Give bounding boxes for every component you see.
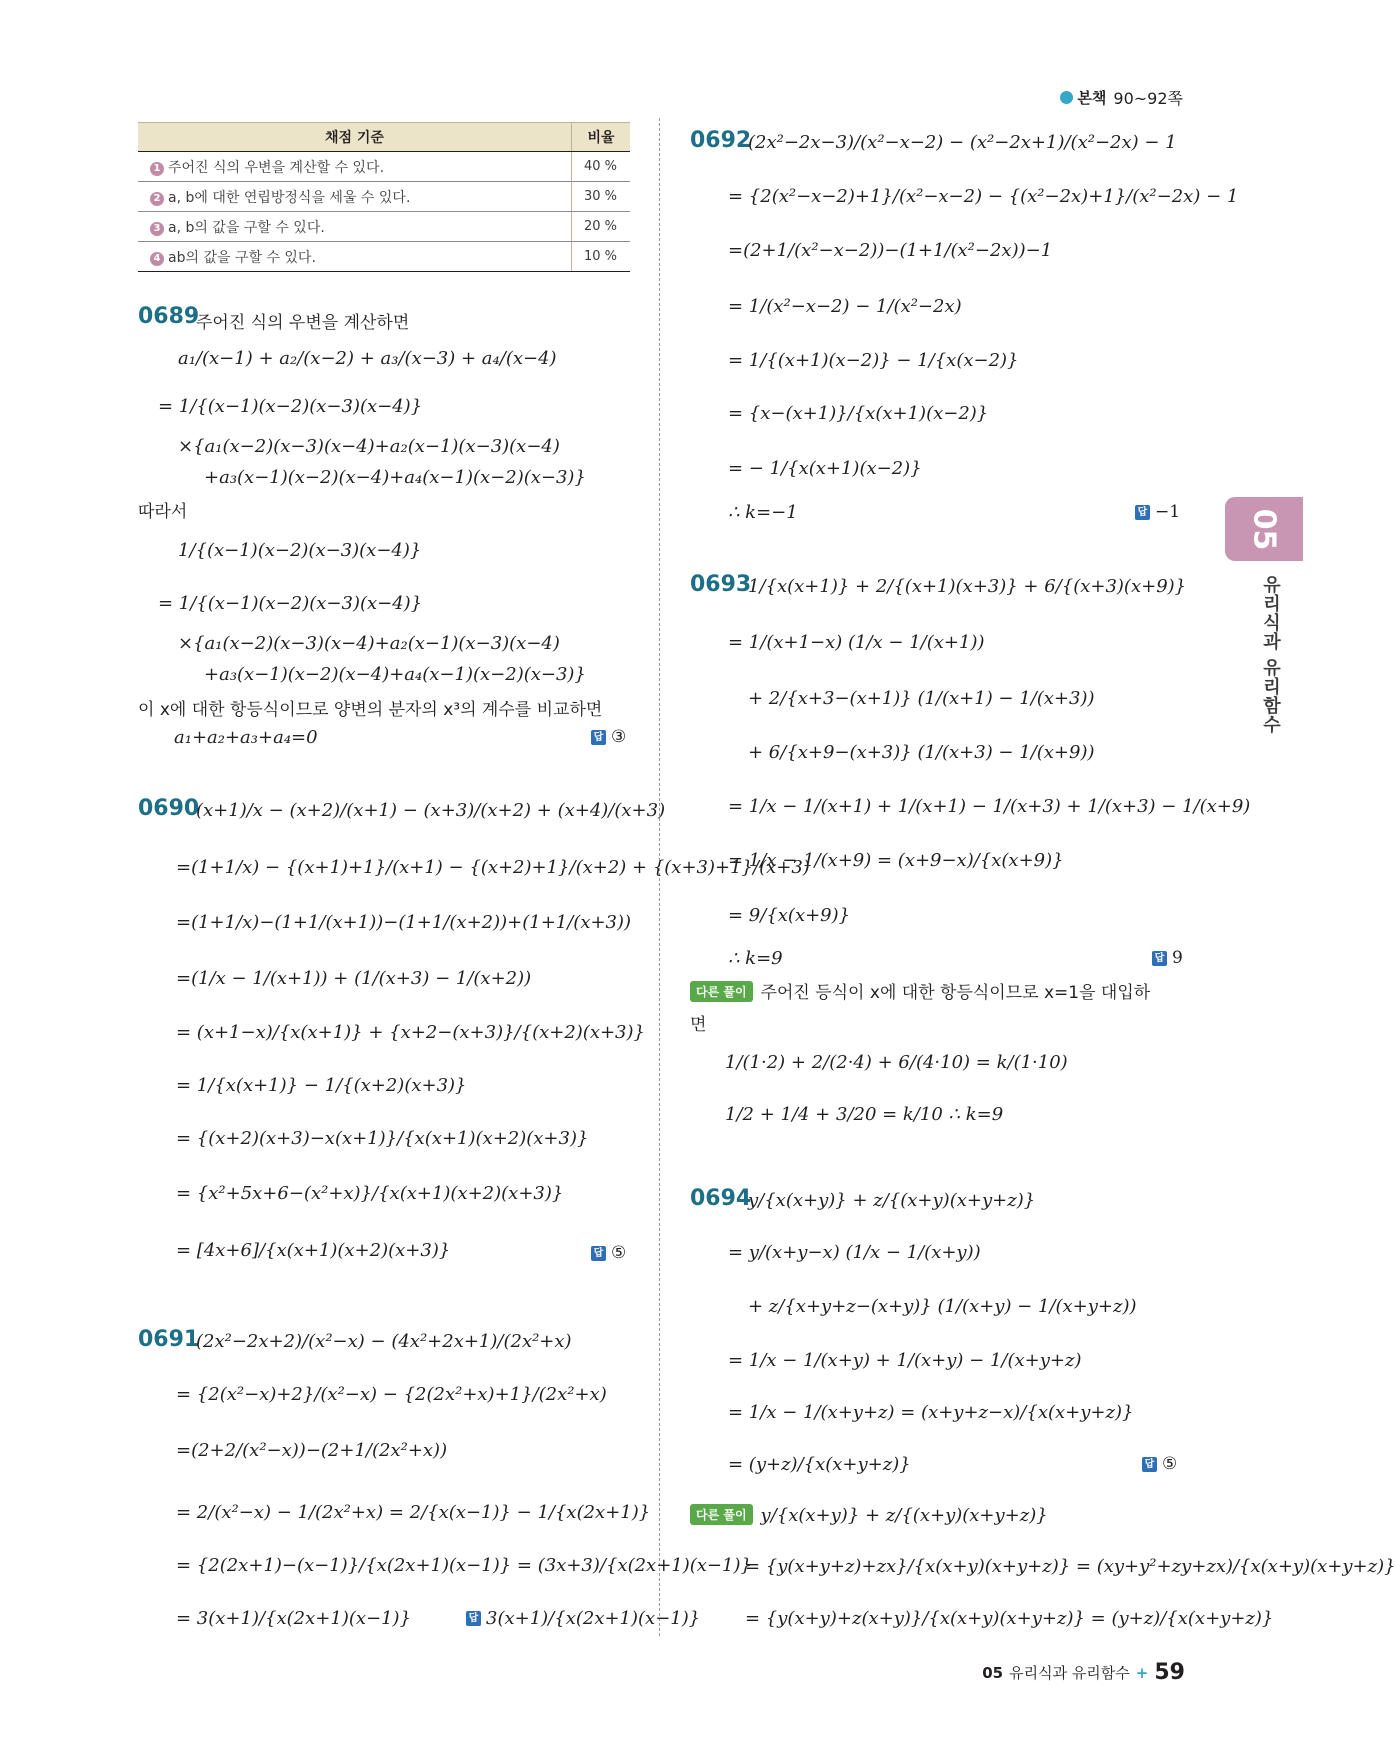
equation-line: + 6/{x+9−(x+3)} (1/(x+3) − 1/(x+9)) bbox=[748, 742, 1095, 763]
equation-line: y/{x(x+y)} + z/{(x+y)(x+y+z)} bbox=[760, 1505, 1048, 1526]
criteria-mark-icon: 4 bbox=[150, 252, 164, 266]
equation-line: = y/(x+y−x) (1/x − 1/(x+y)) bbox=[728, 1242, 981, 1263]
criteria-mark-icon: 3 bbox=[150, 222, 164, 236]
answer bbox=[1152, 948, 1183, 968]
equation-line: = 3(x+1)/{x(2x+1)(x−1)} bbox=[176, 1608, 412, 1629]
table-row bbox=[138, 242, 630, 272]
equation-line: = {y(x+y+z)+zx}/{x(x+y)(x+y+z)} = (xy+y²+zy+zx)/{x(x+y)(x+y+z)} bbox=[745, 1556, 1396, 1577]
scoring-header-rate: 비율 bbox=[572, 123, 631, 152]
equation-line: = 1/(x+1−x) (1/x − 1/(x+1)) bbox=[728, 632, 985, 653]
problem-number-0692: 0692 bbox=[690, 128, 752, 153]
equation-line: ×{a₁(x−2)(x−3)(x−4)+a₂(x−1)(x−3)(x−4) bbox=[178, 436, 560, 457]
equation-line: = 1/(x²−x−2) − 1/(x²−2x) bbox=[728, 296, 962, 317]
page-footer bbox=[982, 1660, 1185, 1685]
page-number: 59 bbox=[1154, 1660, 1185, 1685]
equation-line: = 2/(x²−x) − 1/(2x²+x) = 2/{x(x−1)} − 1/{x(2x+1)} bbox=[176, 1502, 651, 1523]
criteria-mark-icon: 2 bbox=[150, 192, 164, 206]
equation-line: = {2(x²−x)+2}/(x²−x) − {2(2x²+x)+1}/(2x²+x) bbox=[176, 1384, 607, 1405]
equation-line: =(1+1/x) − {(x+1)+1}/(x+1) − {(x+2)+1}/(x+2) + {(x+3)+1}/(x+3) bbox=[176, 857, 810, 878]
explanation-text: 이 x에 대한 항등식이므로 양변의 분자의 x³의 계수를 비교하면 bbox=[138, 700, 603, 720]
equation-line: =(2+2/(x²−x))−(2+1/(2x²+x)) bbox=[176, 1440, 448, 1461]
equation-line: +a₃(x−1)(x−2)(x−4)+a₄(x−1)(x−2)(x−3)} bbox=[204, 664, 586, 685]
alternative-solution-text: 면 bbox=[690, 1015, 707, 1035]
equation-line: ×{a₁(x−2)(x−3)(x−4)+a₂(x−1)(x−3)(x−4) bbox=[178, 633, 560, 654]
equation-line: + z/{x+y+z−(x+y)} (1/(x+y) − 1/(x+y+z)) bbox=[748, 1296, 1137, 1317]
equation-line: = 1/{(x−1)(x−2)(x−3)(x−4)} bbox=[158, 396, 423, 417]
problem-number-0691: 0691 bbox=[138, 1327, 200, 1352]
problem-number-0689: 0689 bbox=[138, 304, 200, 329]
scoring-table bbox=[138, 122, 630, 272]
criteria-rate: 20 % bbox=[572, 212, 631, 242]
chapter-tab-number: 05 bbox=[1246, 508, 1282, 551]
equation-line: = 9/{x(x+9)} bbox=[728, 905, 851, 926]
equation-line: ∴ k=−1 bbox=[728, 502, 798, 523]
equation-line: = 1/{x(x+1)} − 1/{(x+2)(x+3)} bbox=[176, 1075, 467, 1096]
equation-line: = {2(2x+1)−(x−1)}/{x(2x+1)(x−1)} = (3x+3)/{x(2x+1)(x−1)} bbox=[176, 1555, 752, 1576]
answer-value: ⑤ bbox=[611, 1243, 627, 1263]
problem-number-0690: 0690 bbox=[138, 796, 200, 821]
table-row bbox=[138, 152, 630, 182]
answer-icon: 답 bbox=[1135, 505, 1150, 520]
equation-line: y/{x(x+y)} + z/{(x+y)(x+y+z)} bbox=[748, 1190, 1036, 1211]
criteria-text: a, b의 값을 구할 수 있다. bbox=[168, 219, 325, 236]
equation-line: = {2(x²−x−2)+1}/(x²−x−2) − {(x²−2x)+1}/(x²−2x) − 1 bbox=[728, 186, 1239, 207]
footer-plus-icon: + bbox=[1135, 1663, 1149, 1682]
reference-dot-icon bbox=[1060, 91, 1073, 104]
equation-line: + 2/{x+3−(x+1)} (1/(x+1) − 1/(x+3)) bbox=[748, 688, 1095, 709]
equation-line: 1/{(x−1)(x−2)(x−3)(x−4)} bbox=[178, 540, 422, 561]
equation-line: ∴ k=9 bbox=[728, 948, 783, 969]
equation-line: = 1/{(x+1)(x−2)} − 1/{x(x−2)} bbox=[728, 350, 1019, 371]
equation-line: (2x²−2x−3)/(x²−x−2) − (x²−2x+1)/(x²−2x) − 1 bbox=[748, 132, 1177, 153]
equation-line: =(1/x − 1/(x+1)) + (1/(x+3) − 1/(x+2)) bbox=[176, 968, 532, 989]
scoring-header-row bbox=[138, 123, 630, 152]
answer bbox=[591, 727, 626, 747]
equation-line: (x+1)/x − (x+2)/(x+1) − (x+3)/(x+2) + (x+4)/(x+3) bbox=[196, 800, 666, 821]
footer-chapter-number: 05 bbox=[982, 1663, 1004, 1682]
therefore-text: 따라서 bbox=[138, 502, 188, 522]
reference-label: 본책 bbox=[1077, 89, 1107, 107]
answer-value: ③ bbox=[611, 727, 627, 747]
criteria-mark-icon: 1 bbox=[150, 162, 164, 176]
answer bbox=[1142, 1454, 1177, 1474]
answer-icon: 답 bbox=[466, 1611, 481, 1626]
solution-intro: 주어진 식의 우변을 계산하면 bbox=[196, 313, 410, 333]
criteria-text: 주어진 식의 우변을 계산할 수 있다. bbox=[168, 159, 385, 176]
answer-value: 3(x+1)/{x(2x+1)(x−1)} bbox=[486, 1608, 701, 1629]
equation-line: = − 1/{x(x+1)(x−2)} bbox=[728, 458, 922, 479]
answer-icon: 답 bbox=[1142, 1457, 1157, 1472]
criteria-text: a, b에 대한 연립방정식을 세울 수 있다. bbox=[168, 189, 411, 206]
chapter-tab-title: 유리식과 유리함수 bbox=[1260, 575, 1281, 735]
answer-icon: 답 bbox=[591, 730, 606, 745]
answer bbox=[591, 1243, 626, 1263]
equation-line: = {x−(x+1)}/{x(x+1)(x−2)} bbox=[728, 403, 989, 424]
equation-line: 1/(1·2) + 2/(2·4) + 6/(4·10) = k/(1·10) bbox=[725, 1052, 1068, 1073]
answer-value: −1 bbox=[1155, 502, 1181, 522]
criteria-text: ab의 값을 구할 수 있다. bbox=[168, 249, 316, 266]
criteria-rate: 10 % bbox=[572, 242, 631, 272]
answer bbox=[1135, 502, 1180, 522]
equation-line: = (x+1−x)/{x(x+1)} + {x+2−(x+3)}/{(x+2)(x+3)} bbox=[176, 1022, 645, 1043]
reference-page-range: 90~92쪽 bbox=[1113, 89, 1183, 108]
equation-line: =(1+1/x)−(1+1/(x+1))−(1+1/(x+2))+(1+1/(x+3)) bbox=[176, 912, 632, 933]
equation-line: = (y+z)/{x(x+y+z)} bbox=[728, 1454, 911, 1475]
equation-line: = 1/x − 1/(x+y) + 1/(x+y) − 1/(x+y+z) bbox=[728, 1350, 1082, 1371]
alternative-solution-label: 다른 풀이 bbox=[690, 1504, 753, 1525]
scoring-header-criteria: 채점 기준 bbox=[138, 123, 572, 152]
reference-pages bbox=[1060, 86, 1183, 109]
equation-line: =(2+1/(x²−x−2))−(1+1/(x²−2x))−1 bbox=[728, 240, 1053, 261]
equation-line: 1/2 + 1/4 + 3/20 = k/10 ∴ k=9 bbox=[725, 1104, 1004, 1125]
equation-line: = [4x+6]/{x(x+1)(x+2)(x+3)} bbox=[176, 1240, 451, 1261]
equation-line: = {x²+5x+6−(x²+x)}/{x(x+1)(x+2)(x+3)} bbox=[176, 1183, 564, 1204]
answer-icon: 답 bbox=[1152, 951, 1167, 966]
alternative-solution bbox=[690, 978, 1150, 1003]
equation-line: a₁+a₂+a₃+a₄=0 bbox=[174, 727, 318, 748]
criteria-rate: 40 % bbox=[572, 152, 631, 182]
problem-number-0693: 0693 bbox=[690, 572, 752, 597]
table-row bbox=[138, 212, 630, 242]
answer bbox=[466, 1608, 700, 1629]
answer-icon: 답 bbox=[591, 1246, 606, 1261]
equation-line: a₁/(x−1) + a₂/(x−2) + a₃/(x−3) + a₄/(x−4) bbox=[178, 348, 557, 369]
alternative-solution bbox=[690, 1504, 1048, 1526]
equation-line: = 1/{(x−1)(x−2)(x−3)(x−4)} bbox=[158, 593, 423, 614]
equation-line: +a₃(x−1)(x−2)(x−4)+a₄(x−1)(x−2)(x−3)} bbox=[204, 467, 586, 488]
equation-line: (2x²−2x+2)/(x²−x) − (4x²+2x+1)/(2x²+x) bbox=[196, 1331, 572, 1352]
answer-value: 9 bbox=[1172, 948, 1183, 968]
equation-line: = {(x+2)(x+3)−x(x+1)}/{x(x+1)(x+2)(x+3)} bbox=[176, 1128, 589, 1149]
equation-line: = 1/x − 1/(x+y+z) = (x+y+z−x)/{x(x+y+z)} bbox=[728, 1402, 1134, 1423]
table-row bbox=[138, 182, 630, 212]
alternative-solution-label: 다른 풀이 bbox=[690, 981, 753, 1002]
alternative-solution-text: 주어진 등식이 x에 대한 항등식이므로 x=1을 대입하 bbox=[760, 983, 1151, 1003]
criteria-rate: 30 % bbox=[572, 182, 631, 212]
equation-line: = 1/x − 1/(x+9) = (x+9−x)/{x(x+9)} bbox=[728, 850, 1064, 871]
answer-value: ⑤ bbox=[1162, 1454, 1178, 1474]
equation-line: = {y(x+y)+z(x+y)}/{x(x+y)(x+y+z)} = (y+z)/{x(x+y+z)} bbox=[745, 1608, 1274, 1629]
problem-number-0694: 0694 bbox=[690, 1186, 752, 1211]
equation-line: 1/{x(x+1)} + 2/{(x+1)(x+3)} + 6/{(x+3)(x+9)} bbox=[748, 576, 1187, 597]
equation-line: = 1/x − 1/(x+1) + 1/(x+1) − 1/(x+3) + 1/(x+3) − 1/(x+9) bbox=[728, 796, 1251, 817]
footer-chapter-title: 유리식과 유리함수 bbox=[1009, 1664, 1130, 1682]
